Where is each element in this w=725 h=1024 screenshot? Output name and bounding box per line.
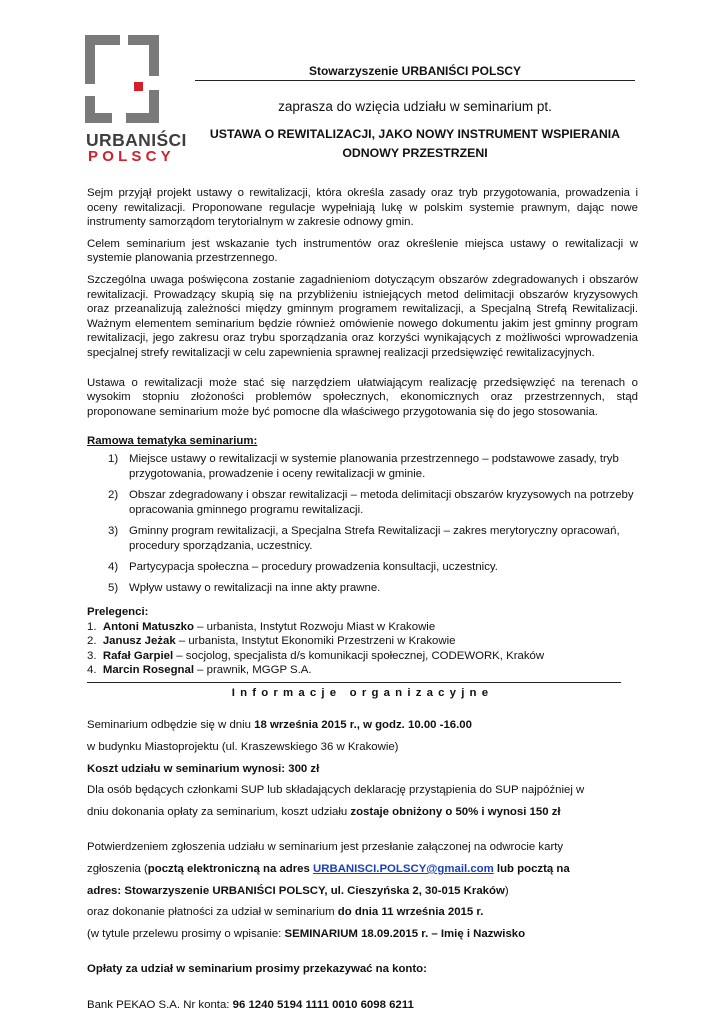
topic-text: Gminny program rewitalizacji, a Specjalna Strefa Rewitalizacji – zakres merytoryczny opracowań, procedury sporządzania, uczestnicy. <box>129 524 620 552</box>
topic-number: 3) <box>108 524 119 537</box>
speaker-row <box>87 620 638 635</box>
intro-paragraph-2: Celem seminarium jest wskazanie tych instrumentów oraz określenie miejsca ustawy o rewitalizacji w systemie planowania przestrzennego. <box>87 237 638 265</box>
info-transfer-value: SEMINARIUM 18.09.2015 r. – Imię i Nazwisko <box>284 927 526 940</box>
info-deadline-line <box>87 905 638 920</box>
info-transfer-title-line <box>87 927 638 942</box>
email-link[interactable]: URBANISCI.POLSCY@gmail.com <box>313 863 494 876</box>
seminar-title-line2: ODNOWY PRZESTRZENI <box>342 146 488 160</box>
speaker-row <box>87 663 638 678</box>
info-reg-email-label: pocztą elektroniczną na adres <box>147 863 314 876</box>
info-payment-heading: Opłaty za udział w seminarium prosimy przekazywać na konto: <box>87 963 427 976</box>
info-address-close: ) <box>504 884 509 897</box>
speaker-number: 1. <box>87 620 97 633</box>
info-bank-label: Bank PEKAO S.A. Nr konta: <box>87 999 233 1011</box>
speaker-number: 3. <box>87 649 97 662</box>
info-transfer-label: (w tytule przelewu prosimy o wpisanie: <box>87 927 285 940</box>
info-discount-line2 <box>87 805 638 820</box>
info-venue-line: w budynku Miastoprojektu (ul. Kraszewskiego 36 w Krakowie) <box>87 741 399 754</box>
document-body <box>87 186 638 1020</box>
speaker-name: Rafał Garpiel <box>102 649 174 662</box>
topic-number: 5) <box>108 581 119 594</box>
info-registration-line1: Potwierdzeniem zgłoszenia udziału w seminarium jest przesłanie załączonej na odwrocie karty <box>87 841 564 854</box>
speaker-number: 2. <box>87 635 97 648</box>
speakers-heading: Prelegenci: <box>87 605 149 618</box>
info-divider <box>87 682 621 683</box>
topic-text: Obszar zdegradowany i obszar rewitalizacji – metoda delimitacji obszarów kryzysowych na potrzeby opracowania gminnego programu rewitalizacji. <box>129 488 634 516</box>
info-cost-line: Koszt udziału w seminarium wynosi: 300 zł <box>87 762 320 775</box>
topic-item <box>87 452 638 482</box>
topic-number: 4) <box>108 560 119 573</box>
intro-paragraph-4: Ustawa o rewitalizacji może stać się narzędziem ułatwiającym realizację przedsięwzięć na terenach o wysokim stopniu złożoności problemów społecznych, ekonomicznych oraz przestrzennych, stąd proponowane seminarium może być pomocne dla właściwego przygotowania się do jego stosowania. <box>87 376 638 418</box>
logo-text-urbanisci: URBANIŚCI <box>86 130 187 150</box>
speaker-name: Janusz Jeżak <box>102 635 176 648</box>
info-bank-line <box>87 998 638 1013</box>
bank-account-number: 96 1240 5194 1111 0010 6098 6211 <box>232 999 414 1011</box>
info-discount-label: dniu dokonania opłaty za seminarium, koszt udziału <box>87 805 351 818</box>
logo-text-polscy: POLSCY <box>88 148 175 165</box>
topic-text: Wpływ ustawy o rewitalizacji na inne akty prawne. <box>129 581 381 594</box>
info-date-line <box>87 718 638 733</box>
topics-list <box>87 452 638 596</box>
topic-item <box>87 581 638 596</box>
intro-paragraph-3: Szczególna uwaga poświęcona zostanie zagadnieniom dotyczącym obszarów zdegradowanych i obszarów rewitalizacji. Prowadzący skupią się na przybliżeniu istniejących metod delimitacji obszarów kryzysowych oraz przeanalizują zależności między gminnym programem rewitalizacji, a Specjalną Strefą Rewitalizacji. Ważnym elementem seminarium będzie również omówienie nowego dokumentu jakim jest gminny program rewitalizacji, jego zakresu oraz trybu sporządzania oraz korzyści wynikających z możliwości wprowadzenia specjalnej strefy rewitalizacji w celu zapewnienia sprawnej realizacji przedsięwzięć rewitalizacyjnych. <box>87 273 638 359</box>
info-reg-prefix: zgłoszenia ( <box>87 863 148 876</box>
speaker-row <box>87 649 638 664</box>
speaker-name: Marcin Rosegnal <box>102 664 194 677</box>
seminar-title-line1: USTAWA O REWITALIZACJI, JAKO NOWY INSTRUMENT WSPIERANIA <box>209 127 621 141</box>
speaker-number: 4. <box>87 664 97 677</box>
info-address-line <box>87 884 638 899</box>
info-date-value: 18 września 2015 r., w godz. 10.00 -16.00 <box>254 719 472 732</box>
invite-text: zaprasza do wzięcia udziału w seminarium pt. <box>278 99 552 114</box>
topic-item <box>87 488 638 518</box>
topic-number: 1) <box>108 452 119 465</box>
topic-item <box>87 560 638 575</box>
speaker-desc: – socjolog, specjalista d/s komunikacji społecznej, CODEWORK, Kraków <box>173 649 545 662</box>
header-divider <box>195 80 635 81</box>
topic-item <box>87 524 638 554</box>
topic-text: Miejsce ustawy o rewitalizacji w systemie planowania przestrzennego – podstawowe zasady, tryb przygotowania, prowadzenie i oceny rewitalizacji w gminie. <box>129 452 619 480</box>
topics-heading: Ramowa tematyka seminarium: <box>87 435 258 448</box>
info-heading: Informacje organizacyjne <box>231 686 494 699</box>
speaker-desc: – urbanista, Instytut Rozwoju Miast w Krakowie <box>193 620 436 633</box>
info-date-label: Seminarium odbędzie się w dniu <box>87 719 255 732</box>
speaker-row <box>87 634 638 649</box>
info-deadline-value: do dnia 11 września 2015 r. <box>337 906 484 919</box>
info-discount-value: zostaje obniżony o 50% i wynosi 150 zł <box>350 805 561 818</box>
info-registration-line2 <box>87 862 638 877</box>
intro-paragraph-1: Sejm przyjął projekt ustawy o rewitalizacji, która określa zasady oraz tryb przygotowania, prowadzenia i oceny rewitalizacji. Proponowane regulacje wypełniają lukę w polskim systemie prawnym, dając nowe instrumenty samorządom terytorialnym w zakresie odnowy gmin. <box>87 187 638 229</box>
seminar-title <box>195 125 635 163</box>
info-reg-post-label: lub pocztą na <box>493 863 570 876</box>
speaker-name: Antoni Matuszko <box>102 620 194 633</box>
speaker-desc: – urbanista, Instytut Ekonomiki Przestrzeni w Krakowie <box>175 635 456 648</box>
topic-number: 2) <box>108 488 119 501</box>
topic-text: Partycypacja społeczna – procedury prowadzenia konsultacji, uczestnicy. <box>129 560 498 573</box>
info-discount-line1: Dla osób będących członkami SUP lub składających deklarację przystąpienia do SUP najpóźniej w <box>87 784 585 797</box>
speaker-desc: – prawnik, MGGP S.A. <box>194 664 312 677</box>
info-address: adres: Stowarzyszenie URBANIŚCI POLSCY, ul. Cieszyńska 2, 30-015 Kraków <box>87 884 505 897</box>
info-deadline-label: oraz dokonanie płatności za udział w seminarium <box>87 906 338 919</box>
organization-name: Stowarzyszenie URBANIŚCI POLSCY <box>308 64 522 78</box>
